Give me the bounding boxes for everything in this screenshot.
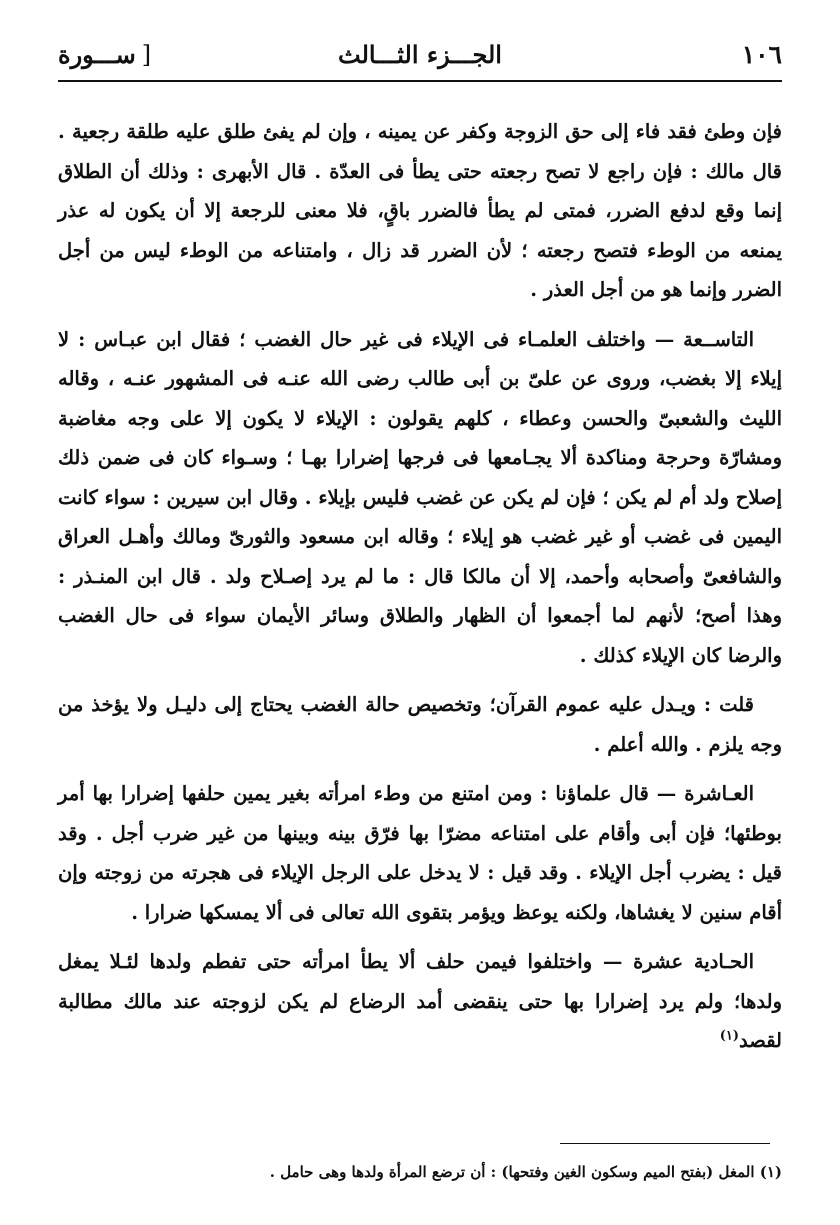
paragraph: قلت : ويـدل عليه عموم القرآن؛ وتخصيص حالة الغضب يحتاج إلى دليـل ولا يؤخذ من وجه يلزم . والله أعلم . [58, 693, 782, 756]
body-text [58, 112, 782, 1071]
surah-bracket: [ [141, 41, 152, 69]
surah-text: ســـورة [58, 40, 136, 69]
page-header [58, 38, 782, 80]
page-number: ١٠٦ [741, 40, 782, 69]
running-title: الجـــزء الثـــالث [338, 40, 502, 69]
paragraph: فإن وطئ فقد فاء إلى حق الزوجة وكفر عن يمينه ، وإن لم يفئ طلق عليه طلقة رجعية . قال مالك : فإن راجع لا تصح رجعته حتى يطأ فى العدّة . قال الأبهرى : وذلك أن الطلاق إنما وقع لدفع الضرر، فمتى لم يطأ فالضرر باقٍ، فلا معنى للرجعة إلا أن يكون له عذر يمنعه من الوطء فتصح رجعته ؛ لأن الضرر قد زال ، وامتناعه من الوطء ليس من أجل الضرر وإنما هو من أجل العذر . [58, 120, 782, 301]
surah-label [58, 40, 151, 69]
header-rule [58, 80, 782, 82]
paragraph: التاســعة — واختلف العلمـاء فى الإيلاء فى غير حال الغضب ؛ فقال ابن عبـاس : لا إيلاء إلا بغضب، وروى عن علىّ بن أبى طالب رضى الله عنـه فى المشهور عنـه ، وقاله الليث والشعبىّ والحسن وعطاء ، كلهم يقولون : الإيلاء لا يكون إلا على وجه مغاضبة ومشارّة وحرجة ومناكدة ألا يجـامعها فى فرجها إضرارا بهـا ؛ وسـواء كان فى ضمن ذلك إصلاح ولد أم لم يكن ؛ فإن لم يكن عن غضب فليس بإيلاء . وقال ابن سيرين : سواء كانت اليمين فى غضب أو غير غضب هو إيلاء ؛ وقاله ابن مسعود والثورىّ ومالك وأهـل العراق والشافعىّ وأصحابه وأحمد، إلا أن مالكا قال : ما لم يرد إصـلاح ولد . قال ابن المنـذر : وهذا أصح؛ لأنهم لما أجمعوا أن الظهار والطلاق وسائر الأيمان سواء فى حال الغضب والرضا كان الإيلاء كذلك . [58, 327, 782, 667]
footnote-rule [560, 1143, 770, 1144]
paragraph: العـاشرة — قال علماؤنا : ومن امتنع من وطء امرأته بغير يمين حلفها إضرارا بها أمر بوطئها؛ فإن أبى وأقام على امتناعه مضرّا بها فرّق بينه وبينها من غير ضرب أجل . وقد قيل : يضرب أجل الإيلاء . وقد قيل : لا يدخل على الرجل الإيلاء فى هجرته من زوجته وإن أقام سنين لا يغشاها، ولكنه يوعظ ويؤمر بتقوى الله تعالى فى ألا يمسكها ضرارا . [58, 782, 782, 924]
paragraph-text: الحـادية عشرة — واختلفوا فيمن حلف ألا يطأ امرأته حتى تفطم ولدها لئـلا يمغل ولدها؛ ولم يرد إضرارا بها حتى ينقضى أمد الرضاع لم يكن لزوجته عند مالك مطالبة لقصد [58, 950, 782, 1052]
footnote-marker[interactable]: (١) [719, 1028, 740, 1044]
footnote: (١) المغل (بفتح الميم وسكون الغين وفتحها) : أن ترضع المرأة ولدها وهى حامل . [269, 1163, 782, 1181]
paragraph-last [58, 942, 782, 1061]
